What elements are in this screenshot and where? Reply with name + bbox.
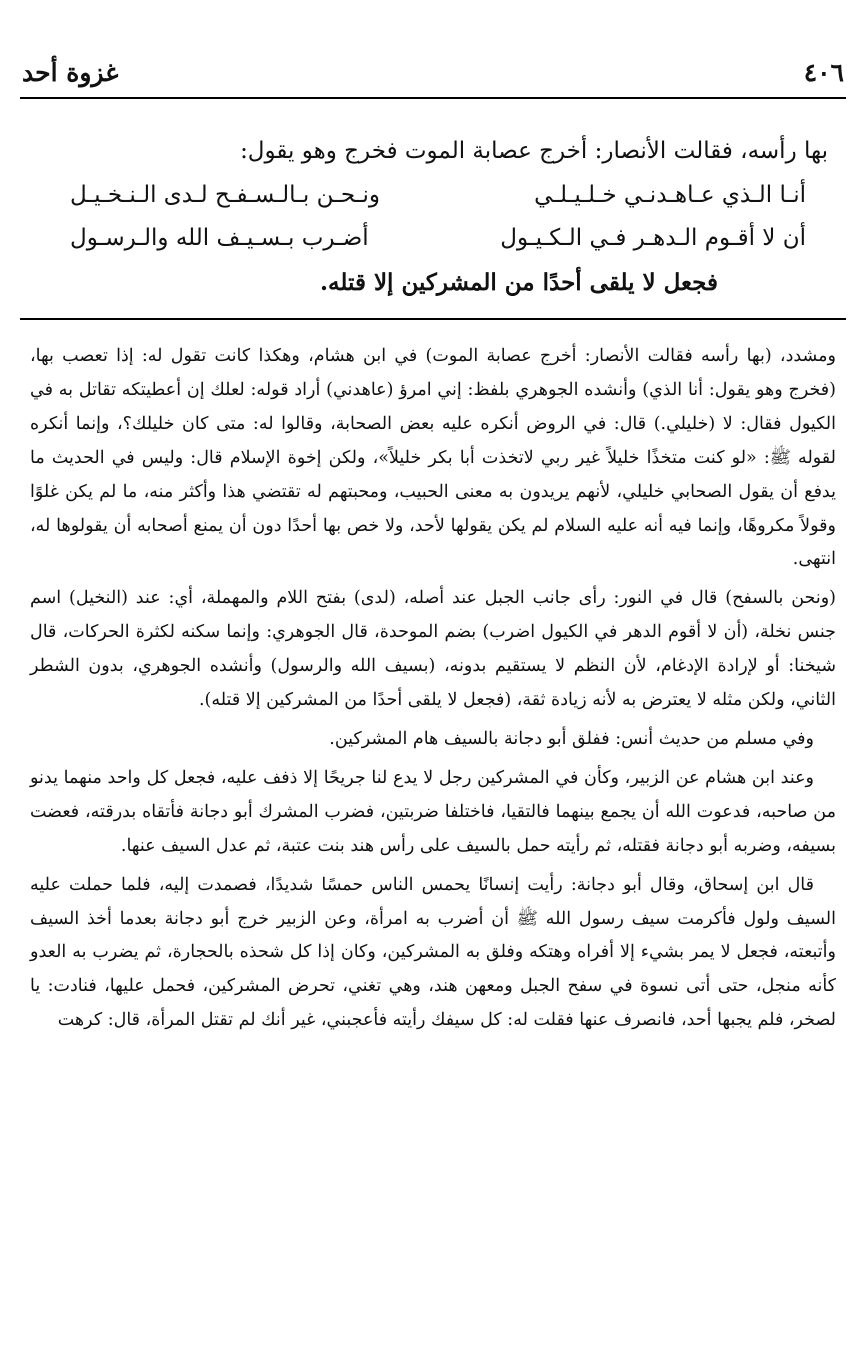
verse2-first-hemistich: أن لا أقـوم الـدهـر فـي الـكـيـول	[500, 225, 806, 251]
page-header	[22, 52, 844, 92]
header-rule	[20, 97, 846, 99]
verse2-second-hemistich: أضـرب بـسـيـف الله والـرسـول	[70, 225, 369, 251]
main-text	[70, 128, 828, 306]
main-final-line: فجعل لا يلقى أحدًا من المشركين إلا قتله.	[320, 269, 718, 296]
verse1-first-hemistich: أنـا الـذي عـاهـدنـي خـلـيـلـي	[534, 182, 806, 208]
commentary-paragraph-1: ومشدد، (بها رأسه فقالت الأنصار: أخرج عصابة الموت) في ابن هشام، وهكذا كانت تقول له: إذا تعصب بها، (فخرج وهو يقول: أنا الذي) وأنشده الجوهري بلفظ: إني امرؤ (عاهدني) أراد قوله: لعلك إن أعطيتكه تقاتل به في الكيول فقال: لا (خليلي.) قال: في الروض أنكره عليه بعض الصحابة، وقالوا له: متى كان خليلك؟، وإنما أنكره لقوله ﷺ: «لو كنت متخذًا خليلاً غير ربي لاتخذت أبا بكر خليلاً»، ولكن إخوة الإسلام قال: وليس في الحديث ما يدفع أن يقول الصحابي خليلي، لأنهم يريدون به معنى الحبيب، ومحبتهم له تقتضي هذا وأكثر منه، ما لم يكن غلوًا وقولاً مكروهًا، وإنما فيه أنه عليه السلام لم يكن يقولها لأحد، ولا خص بها أحدًا دون أن يمنع أصحابه أن يقولوها له، انتهى.	[30, 346, 836, 570]
chapter-title: غزوة أحد	[22, 57, 119, 87]
verse1-second-hemistich: ونـحـن بـالـسـفـح لـدى الـنـخـيـل	[70, 182, 380, 208]
commentary-divider	[20, 318, 846, 320]
commentary-paragraph-2: (ونحن بالسفح) قال في النور: رأى جانب الجبل عند أصله، (لدى) بفتح اللام والمهملة، أي: عند (النخيل) اسم جنس نخلة، (أن لا أقوم الدهر في الكيول اضرب) بضم الموحدة، قال الجوهري: وإنما سكنه لكثرة الحركات، قال شيخنا: أو لإرادة الإدغام، لأن النظم لا يستقيم بدونه، (بسيف الله والرسول) وأنشده الجوهري، بدون الشطر الثاني، ولكن مثله لا يعترض به لأنه زيادة ثقة، (فجعل لا يلقى أحدًا من المشركين إلا قتله).	[30, 588, 836, 711]
commentary	[30, 340, 836, 1043]
main-intro: بها رأسه، فقالت الأنصار: أخرج عصابة الموت فخرج وهو يقول:	[240, 138, 828, 164]
commentary-paragraph-5: قال ابن إسحاق، وقال أبو دجانة: رأيت إنسانًا يحمس الناس حمسًا شديدًا، فصمدت إليه، فلما حملت عليه السيف ولول فأكرمت سيف رسول الله ﷺ أن أضرب به امرأة، وعن الزبير خرج أبو دجانة بعدما أخذ السيف وأتبعته، فجعل لا يمر بشيء إلا أفراه وهتكه وفلق به المشركين، وكان إذا كل شحذه بالحجارة، ثم يضرب به العدو كأنه منجل، حتى أتى نسوة في سفح الجبل ومعهن هند، وهي تغني، تحرض المشركين، فحمل عليها، فنادت: يا لصخر، فلم يجبها أحد، فانصرف عنها فقلت له: كل سيفك رأيته فأعجبني، غير أنك لم تقتل المرأة، قال: كرهت	[30, 874, 836, 1031]
verse-line-2	[70, 217, 828, 260]
commentary-paragraph-3: وفي مسلم من حديث أنس: ففلق أبو دجانة بالسيف هام المشركين.	[329, 728, 814, 749]
verse-line-1	[70, 174, 828, 217]
commentary-paragraph-4: وعند ابن هشام عن الزبير، وكأن في المشركين رجل لا يدع لنا جريحًا إلا ذفف عليه، فجعل كل واحد منهما يدنو من صاحبه، فدعوت الله أن يجمع بينهما فالتقيا، فاختلفا ضربتين، فضرب المشرك أبو دجانة فأتقاه بدرقته، فعضت بسيفه، وضربه أبو دجانة فقتله، ثم رأيته حمل بالسيف على رأس هند بنت عتبة، ثم عدل السيف عنها.	[30, 767, 836, 856]
page-number: ٤٠٦	[803, 57, 844, 87]
